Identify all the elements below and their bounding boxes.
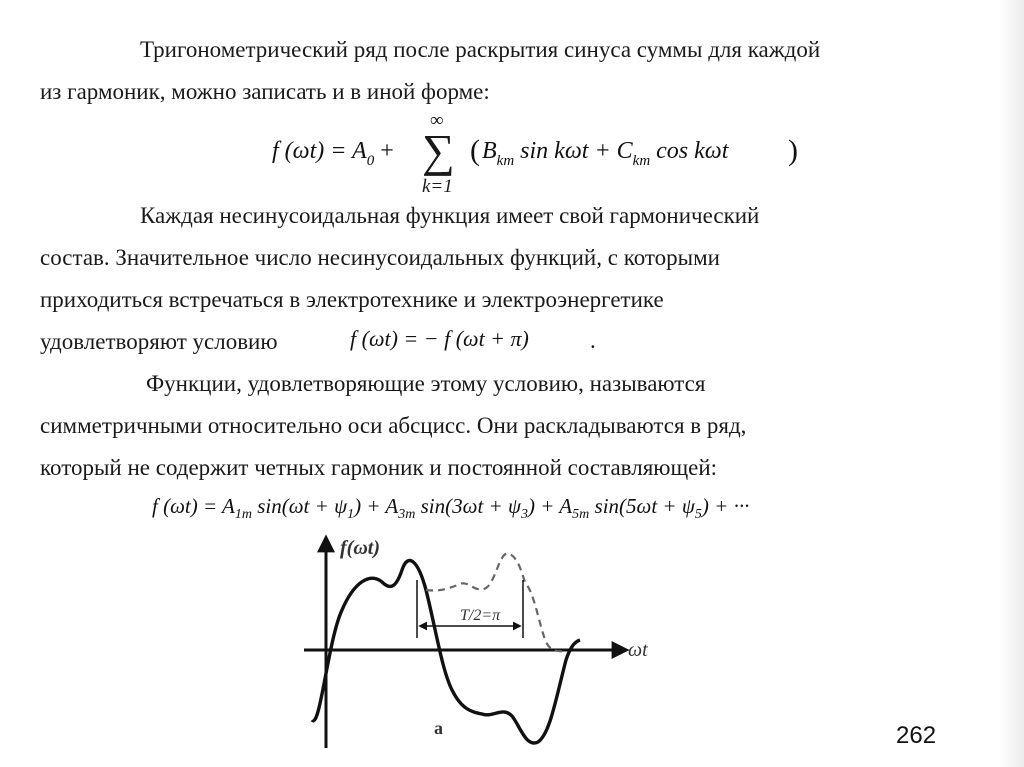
sum-upper-limit: ∞ [430, 110, 444, 131]
formula1-b: B [482, 138, 497, 164]
formula3-part7: ) + ··· [701, 494, 750, 518]
paragraph-2-line-2: состав. Значительное число несинусоидальных функций, с которыми [40, 245, 720, 270]
formula1-c-sub: km [632, 153, 651, 169]
formula3-part6: sin(5ωt + ψ [589, 494, 695, 518]
formula3-sub1: 1m [234, 507, 252, 522]
sum-sign: ∑ [422, 125, 455, 176]
formula1-plus: + [374, 138, 394, 164]
formula3-sub5: 5m [572, 507, 590, 522]
paragraph-3-line-3: который не содержит четных гармоник и постоянной составляющей: [40, 455, 718, 480]
paragraph-3-line-2: симметричными относительно оси абсцисс. Они раскладываются в ряд, [40, 413, 747, 438]
x-axis-label: ωt [628, 639, 648, 661]
formula3-part2: sin(ωt + ψ [251, 494, 348, 518]
paragraph-1-line-1: Тригонометрический ряд после раскрытия синуса суммы для каждой [140, 37, 821, 62]
figure-caption: a [434, 718, 443, 738]
formula-odd-harmonics [152, 494, 750, 522]
formula1-lhs-sub: 0 [366, 153, 375, 169]
paragraph-2-line-4-end: . [590, 328, 596, 353]
formula3-sub4: 3 [521, 507, 529, 522]
waveform-figure [290, 530, 680, 755]
half-period-label: T/2=π [460, 607, 501, 624]
formula3-part1: f (ωt) = A [152, 494, 235, 518]
formula1-paren-close: ) [788, 134, 798, 167]
y-axis-label: f(ωt) [340, 537, 380, 559]
formula1-paren-open: ( [470, 134, 480, 167]
formula3-sub2: 1 [347, 507, 355, 522]
sum-lower-limit: k=1 [422, 176, 453, 197]
formula-fourier-series [272, 112, 812, 202]
formula3-part4: sin(3ωt + ψ [415, 494, 522, 518]
formula1-b-sub: km [496, 153, 515, 169]
shifted-curve [426, 553, 566, 652]
paragraph-3-line-1: Функции, удовлетворяющие этому условию, называются [146, 371, 706, 396]
formula3-sub6: 5 [694, 507, 702, 522]
formula-symmetry-condition: f (ωt) = − f (ωt + π) [350, 326, 529, 351]
paragraph-2-line-4: удовлетворяют условию [40, 329, 278, 354]
signal-curve [312, 560, 580, 743]
paragraph-2-line-3: приходиться встречаться в электротехнике и электроэнергетике [40, 287, 664, 312]
page-edge-shadow [998, 0, 1024, 767]
formula3-part5: ) + A [528, 494, 573, 518]
formula3-sub3: 3m [398, 507, 416, 522]
paragraph-1-line-2: из гармоник, можно записать и в иной форме: [40, 79, 490, 104]
formula1-cos-term: cos kωt [650, 138, 729, 164]
formula3-part3: ) + A [354, 494, 399, 518]
formula1-sin-term: sin kωt + C [514, 138, 633, 164]
formula1-lhs: f (ωt) = A [272, 138, 367, 164]
page-number: 262 [896, 722, 937, 749]
paragraph-2-line-1: Каждая несинусоидальная функция имеет свой гармонический [140, 203, 760, 228]
